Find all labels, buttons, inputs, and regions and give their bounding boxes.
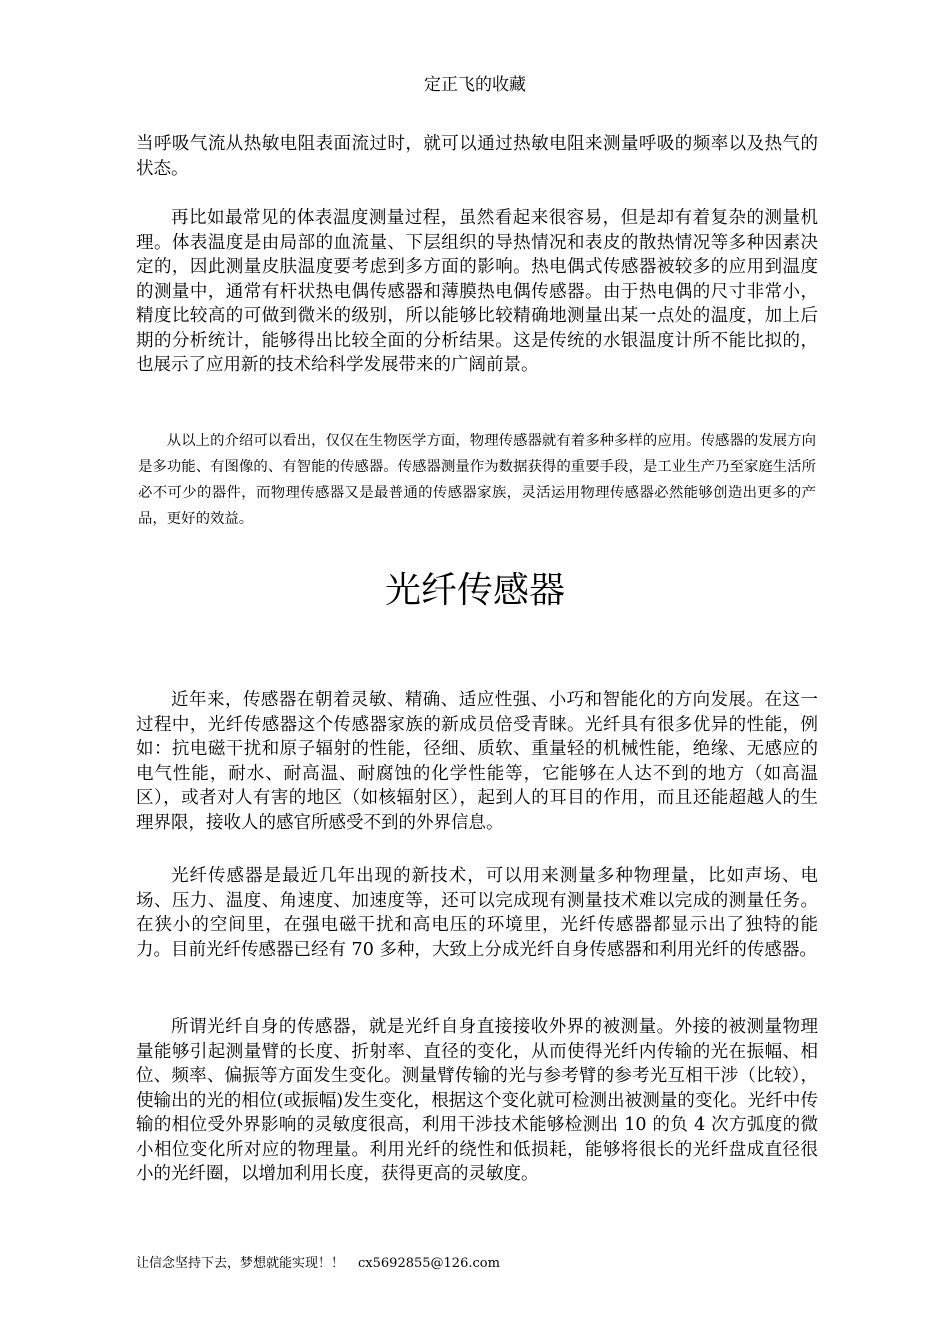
paragraph-fiber-technology: 光纤传感器是最近几年出现的新技术，可以用来测量多种物理量，比如声场、电场、压力、温度、角速度、加速度等，还可以完成现有测量技术难以完成的测量任务。在狭小的空间里，在强电磁干扰和高电压的环境里，光纤传感器都显示出了独特的能力。目前光纤传感器已经有 70 多种，大致上分成光纤自身传感器和利用光纤的传感器。 <box>136 866 818 960</box>
paragraph-summary: 从以上的介绍可以看出，仅仅在生物医学方面，物理传感器就有着多种多样的应用。传感器的发展方向是多功能、有图像的、有智能的传感器。传感器测量作为数据获得的重要手段，是工业生产乃至家庭生活所必不可少的器件，而物理传感器又是最普通的传感器家族，灵活运用物理传感器必然能够创造出更多的产品，更好的效益。 <box>138 433 816 527</box>
paragraph-fiber-intro: 近年来，传感器在朝着灵敏、精确、适应性强、小巧和智能化的方向发展。在这一过程中，光纤传感器这个传感器家族的新成员倍受青睐。光纤具有很多优异的性能，例如：抗电磁干扰和原子辐射的性能，径细、质软、重量轻的机械性能，绝缘、无感应的电气性能，耐水、耐高温、耐腐蚀的化学性能等，它能够在人达不到的地方（如高温区），或者对人有害的地区（如核辐射区），起到人的耳目的作用，而且还能超越人的生理界限，接收人的感官所感受不到的外界信息。 <box>136 690 818 833</box>
section-heading: 光纤传感器 <box>384 570 565 611</box>
page-header: 定正飞的收藏 <box>424 75 526 95</box>
page-footer <box>136 1252 500 1271</box>
paragraph-body-temperature: 再比如最常见的体表温度测量过程，虽然看起来很容易，但是却有着复杂的测量机理。体表温度是由局部的血流量、下层组织的导热情况和表皮的散热情况等多种因素决定的，因此测量皮肤温度要考虑到多方面的影响。热电偶式传感器被较多的应用到温度的测量中，通常有杆状热电偶传感器和薄膜热电偶传感器。由于热电偶的尺寸非常小，精度比较高的可做到微米的级别，所以能够比较精确地测量出某一点处的温度，加上后期的分析统计，能够得出比较全面的分析结果。这是传统的水银温度计所不能比拟的，也展示了应用新的技术给科学发展带来的广阔前景。 <box>136 208 818 375</box>
paragraph-respiration: 当呼吸气流从热敏电阻表面流过时，就可以通过热敏电阻来测量呼吸的频率以及热气的状态。 <box>136 134 818 179</box>
footer-email: cx5692855@126.com <box>358 1256 500 1271</box>
footer-motto: 让信念坚持下去，梦想就能实现！！ <box>136 1256 345 1271</box>
paragraph-fiber-self-sensor: 所谓光纤自身的传感器，就是光纤自身直接接收外界的被测量。外接的被测量物理量能够引起测量臂的长度、折射率、直径的变化，从而使得光纤内传输的光在振幅、相位、频率、偏振等方面发生变化。测量臂传输的光与参考臂的参考光互相干涉（比较），使输出的光的相位(或振幅)发生变化，根据这个变化就可检测出被测量的变化。光纤中传输的相位受外界影响的灵敏度很高，利用干涉技术能够检测出 10 的负 4 次方弧度的微小相位变化所对应的物理量。利用光纤的绕性和低损耗，能够将很长的光纤盘成直径很小的光纤圈，以增加利用长度，获得更高的灵敏度。 <box>136 1017 818 1184</box>
